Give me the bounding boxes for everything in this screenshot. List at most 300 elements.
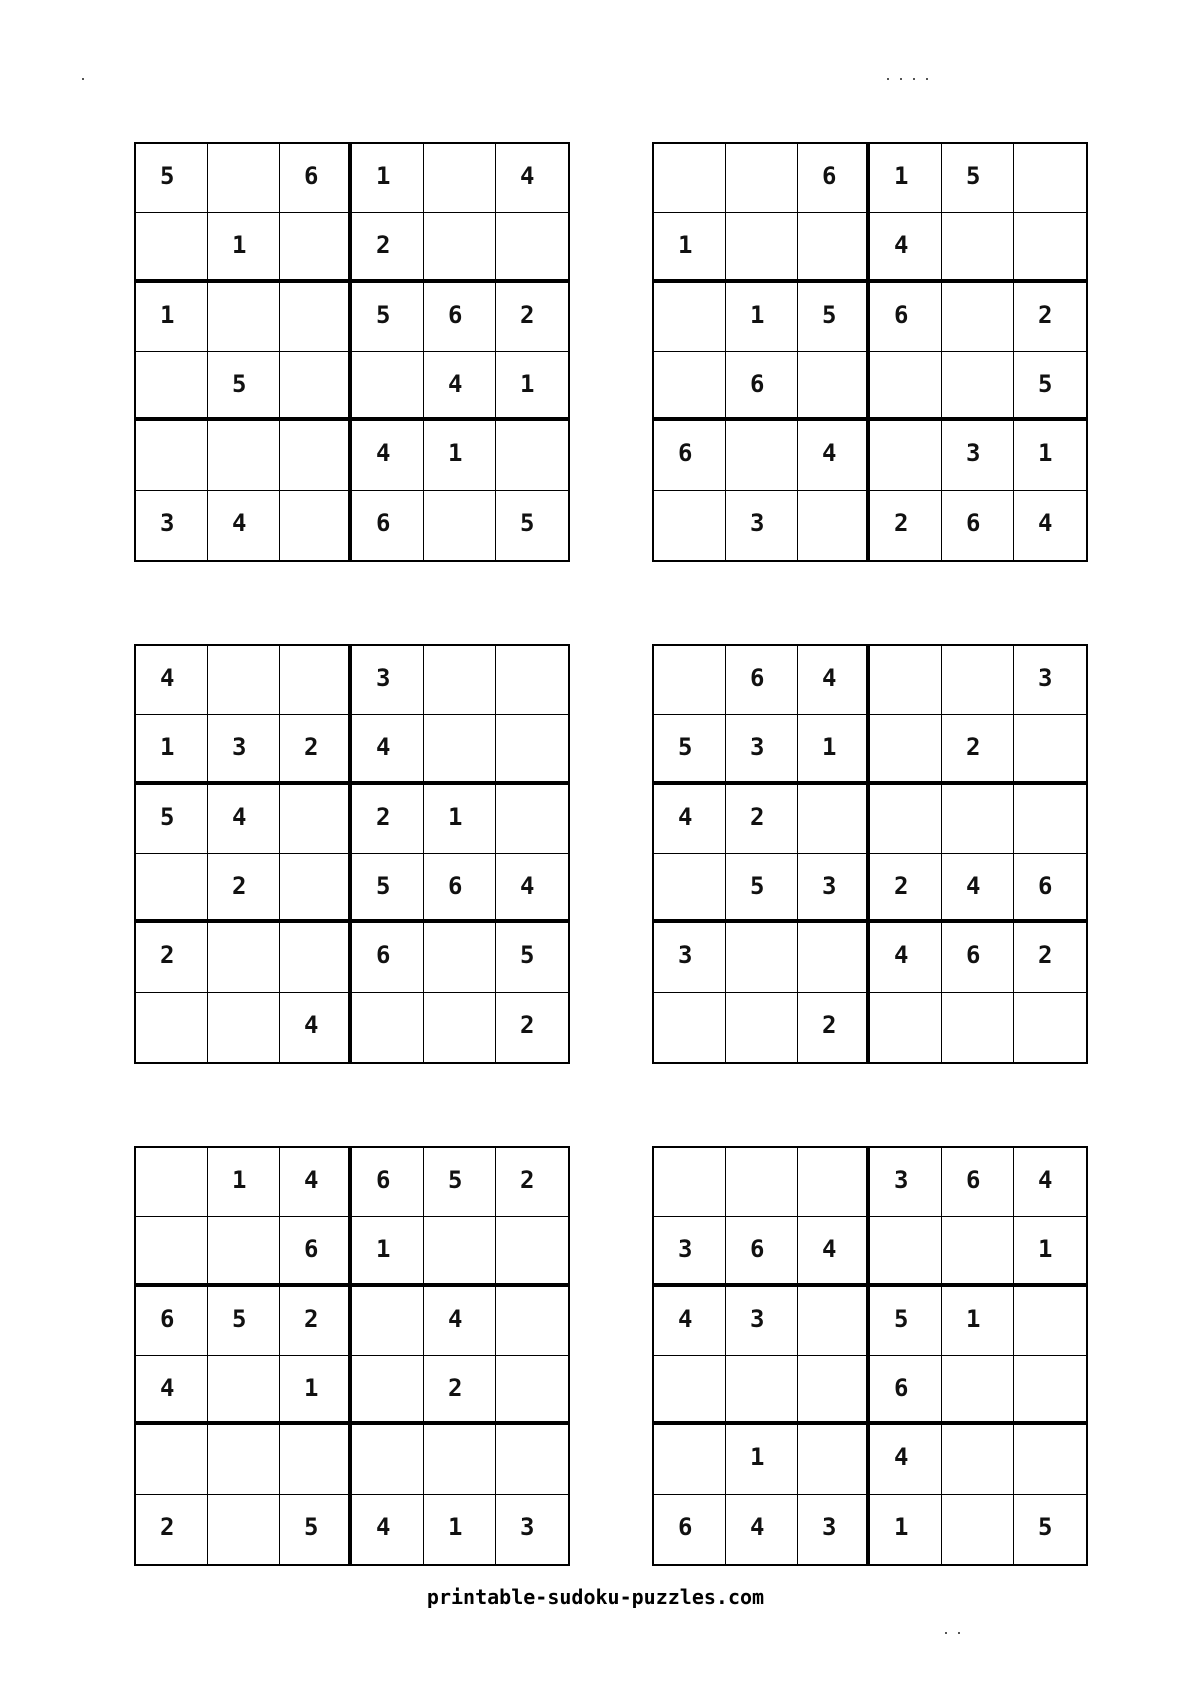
sudoku-cell: [496, 923, 568, 992]
sudoku-cell: [280, 283, 352, 352]
cell-digit: 1: [966, 1304, 981, 1333]
cell-digit: 5: [232, 370, 247, 398]
sudoku-cell: [352, 646, 424, 715]
cell-digit: 4: [232, 802, 247, 831]
sudoku-cell: [208, 213, 280, 282]
sudoku-cell: [496, 283, 568, 352]
sudoku-cell: [424, 491, 496, 560]
sudoku-cell: [136, 923, 208, 992]
cell-digit: 2: [376, 231, 391, 260]
sudoku-cell: [798, 923, 870, 992]
sudoku-cell: [208, 283, 280, 352]
sudoku-cell: [798, 283, 870, 352]
sudoku-cell: [424, 144, 496, 213]
sudoku-cell: [424, 993, 496, 1062]
sudoku-cell: [654, 993, 726, 1062]
cell-digit: 1: [822, 733, 837, 762]
sudoku-cell: [870, 854, 942, 923]
sudoku-cell: [136, 993, 208, 1062]
sudoku-cell: [208, 1425, 280, 1494]
cell-digit: 4: [822, 664, 837, 692]
sudoku-grid: [652, 142, 1088, 562]
cell-digit: 2: [822, 1010, 837, 1039]
sudoku-cell: [280, 1495, 352, 1564]
sudoku-cell: [798, 421, 870, 490]
cell-digit: 2: [304, 733, 319, 762]
sudoku-cell: [654, 1425, 726, 1494]
sudoku-cell: [654, 854, 726, 923]
cell-digit: 5: [520, 508, 535, 537]
sudoku-cell: [870, 1287, 942, 1356]
cell-digit: 5: [448, 1166, 463, 1194]
scan-dot: [958, 1632, 960, 1634]
sudoku-cell: [1014, 1495, 1086, 1564]
cell-digit: 3: [376, 664, 391, 692]
scan-dot: [926, 78, 928, 80]
cell-digit: 6: [966, 1166, 981, 1194]
sudoku-cell: [496, 1148, 568, 1217]
cell-digit: 6: [894, 300, 909, 329]
cell-digit: 6: [894, 1374, 909, 1402]
sudoku-cell: [870, 715, 942, 784]
sudoku-cell: [280, 854, 352, 923]
sudoku-cell: [654, 491, 726, 560]
cell-digit: 3: [822, 872, 837, 900]
cell-digit: 2: [1038, 941, 1053, 970]
sudoku-cell: [942, 715, 1014, 784]
sudoku-cell: [496, 646, 568, 715]
sudoku-cell: [654, 1356, 726, 1425]
cell-digit: 3: [966, 439, 981, 468]
cell-digit: 1: [232, 1166, 247, 1194]
sudoku-cell: [870, 923, 942, 992]
sudoku-cell: [496, 1217, 568, 1286]
cell-digit: 3: [678, 1235, 693, 1264]
cell-digit: 1: [160, 300, 175, 329]
sudoku-cell: [726, 1495, 798, 1564]
sudoku-cell: [942, 923, 1014, 992]
cell-digit: 4: [376, 1512, 391, 1541]
sudoku-grid: [134, 1146, 570, 1566]
sudoku-cell: [726, 785, 798, 854]
sudoku-cell: [798, 491, 870, 560]
cell-digit: 1: [448, 439, 463, 468]
sudoku-cell: [424, 923, 496, 992]
cell-digit: 6: [304, 162, 319, 190]
sudoku-cell: [726, 854, 798, 923]
sudoku-cell: [654, 923, 726, 992]
sudoku-cell: [942, 144, 1014, 213]
cell-digit: 1: [232, 231, 247, 260]
sudoku-cell: [798, 1217, 870, 1286]
sudoku-cell: [136, 1356, 208, 1425]
sudoku-cell: [208, 1287, 280, 1356]
sudoku-cell: [1014, 993, 1086, 1062]
cell-digit: 2: [520, 1166, 535, 1194]
cell-digit: 3: [232, 733, 247, 762]
sudoku-cell: [424, 213, 496, 282]
sudoku-cell: [870, 1425, 942, 1494]
sudoku-cell: [424, 1356, 496, 1425]
sudoku-cell: [280, 213, 352, 282]
sudoku-cell: [424, 1217, 496, 1286]
sudoku-cell: [496, 854, 568, 923]
sudoku-cell: [352, 1287, 424, 1356]
cell-digit: 4: [822, 1235, 837, 1264]
sudoku-cell: [798, 352, 870, 421]
sudoku-cell: [654, 1148, 726, 1217]
sudoku-cell: [870, 785, 942, 854]
sudoku-cell: [654, 352, 726, 421]
cell-digit: 6: [376, 941, 391, 970]
sudoku-cell: [136, 144, 208, 213]
sudoku-cell: [942, 854, 1014, 923]
cell-digit: 4: [678, 802, 693, 831]
cell-digit: 4: [894, 941, 909, 970]
cell-digit: 2: [520, 300, 535, 329]
sudoku-cell: [1014, 352, 1086, 421]
sudoku-cell: [870, 1495, 942, 1564]
sudoku-cell: [208, 144, 280, 213]
cell-digit: 2: [966, 733, 981, 762]
cell-digit: 2: [160, 1512, 175, 1541]
sudoku-cell: [870, 283, 942, 352]
sudoku-cell: [726, 923, 798, 992]
sudoku-cell: [726, 1287, 798, 1356]
cell-digit: 1: [750, 1443, 765, 1472]
sudoku-cell: [1014, 1217, 1086, 1286]
cell-digit: 3: [520, 1512, 535, 1541]
sudoku-cell: [496, 491, 568, 560]
sudoku-cell: [496, 715, 568, 784]
cell-digit: 4: [966, 872, 981, 900]
sudoku-cell: [496, 213, 568, 282]
sudoku-cell: [136, 854, 208, 923]
sudoku-cell: [1014, 854, 1086, 923]
cell-digit: 3: [750, 508, 765, 537]
cell-digit: 5: [376, 872, 391, 900]
sudoku-grid: [134, 142, 570, 562]
sudoku-cell: [726, 1148, 798, 1217]
sudoku-cell: [352, 993, 424, 1062]
sudoku-cell: [136, 213, 208, 282]
sudoku-cell: [798, 646, 870, 715]
sudoku-cell: [496, 1495, 568, 1564]
sudoku-cell: [870, 1356, 942, 1425]
scan-dot: [82, 78, 84, 80]
sudoku-cell: [870, 352, 942, 421]
sudoku-cell: [208, 1495, 280, 1564]
sudoku-cell: [280, 144, 352, 213]
cell-digit: 3: [1038, 664, 1053, 692]
cell-digit: 4: [1038, 1166, 1053, 1194]
cell-digit: 5: [304, 1512, 319, 1541]
cell-digit: 4: [376, 733, 391, 762]
sudoku-cell: [136, 646, 208, 715]
sudoku-cell: [424, 1148, 496, 1217]
sudoku-cell: [798, 1495, 870, 1564]
sudoku-cell: [726, 144, 798, 213]
cell-digit: 4: [678, 1304, 693, 1333]
cell-digit: 2: [1038, 300, 1053, 329]
cell-digit: 1: [376, 1235, 391, 1264]
cell-digit: 2: [232, 872, 247, 900]
sudoku-cell: [280, 993, 352, 1062]
sudoku-cell: [136, 1425, 208, 1494]
cell-digit: 5: [376, 300, 391, 329]
sudoku-cell: [1014, 421, 1086, 490]
sudoku-cell: [1014, 923, 1086, 992]
sudoku-cell: [208, 715, 280, 784]
cell-digit: 5: [160, 162, 175, 190]
cell-digit: 4: [160, 664, 175, 692]
cell-digit: 6: [678, 1512, 693, 1541]
cell-digit: 4: [304, 1166, 319, 1194]
sudoku-cell: [280, 1148, 352, 1217]
sudoku-cell: [942, 283, 1014, 352]
sudoku-cell: [496, 993, 568, 1062]
sudoku-cell: [136, 491, 208, 560]
sudoku-cell: [208, 785, 280, 854]
cell-digit: 2: [894, 508, 909, 537]
sudoku-cell: [1014, 491, 1086, 560]
cell-digit: 1: [750, 300, 765, 329]
cell-digit: 4: [894, 231, 909, 260]
cell-digit: 1: [448, 802, 463, 831]
sudoku-cell: [136, 283, 208, 352]
sudoku-grid: [652, 1146, 1088, 1566]
cell-digit: 6: [750, 370, 765, 398]
cell-digit: 5: [160, 802, 175, 831]
cell-digit: 5: [232, 1304, 247, 1333]
sudoku-cell: [208, 923, 280, 992]
sudoku-cell: [496, 144, 568, 213]
cell-digit: 4: [304, 1010, 319, 1039]
scan-dot: [887, 78, 889, 80]
sudoku-cell: [798, 1287, 870, 1356]
cell-digit: 4: [894, 1443, 909, 1472]
sudoku-cell: [942, 352, 1014, 421]
cell-digit: 6: [160, 1304, 175, 1333]
cell-digit: 5: [678, 733, 693, 762]
sudoku-cell: [654, 283, 726, 352]
sudoku-cell: [726, 1356, 798, 1425]
sudoku-cell: [208, 491, 280, 560]
sudoku-cell: [726, 715, 798, 784]
sudoku-cell: [136, 1287, 208, 1356]
sudoku-cell: [870, 491, 942, 560]
sudoku-cell: [1014, 213, 1086, 282]
sudoku-cell: [208, 352, 280, 421]
sudoku-cell: [424, 854, 496, 923]
cell-digit: 4: [822, 439, 837, 468]
cell-digit: 5: [822, 300, 837, 329]
sudoku-cell: [726, 421, 798, 490]
scan-dot: [913, 78, 915, 80]
cell-digit: 5: [520, 941, 535, 970]
sudoku-cell: [870, 421, 942, 490]
sudoku-cell: [726, 1217, 798, 1286]
sudoku-cell: [726, 491, 798, 560]
sudoku-cell: [280, 1356, 352, 1425]
cell-digit: 5: [894, 1304, 909, 1333]
cell-digit: 1: [376, 162, 391, 190]
sudoku-cell: [424, 785, 496, 854]
sudoku-cell: [1014, 144, 1086, 213]
scan-dot: [945, 1632, 947, 1634]
sudoku-cell: [654, 213, 726, 282]
sudoku-cell: [798, 1356, 870, 1425]
cell-digit: 1: [894, 1512, 909, 1541]
sudoku-cell: [496, 352, 568, 421]
sudoku-cell: [942, 785, 1014, 854]
sudoku-cell: [942, 646, 1014, 715]
cell-digit: 4: [448, 370, 463, 398]
cell-digit: 4: [160, 1374, 175, 1402]
cell-digit: 3: [678, 941, 693, 970]
sudoku-cell: [280, 1217, 352, 1286]
cell-digit: 4: [232, 508, 247, 537]
sudoku-cell: [136, 785, 208, 854]
sudoku-cell: [280, 491, 352, 560]
sudoku-cell: [208, 1217, 280, 1286]
sudoku-cell: [942, 1495, 1014, 1564]
sudoku-cell: [798, 213, 870, 282]
sudoku-cell: [208, 1356, 280, 1425]
cell-digit: 2: [520, 1010, 535, 1039]
cell-digit: 5: [1038, 370, 1053, 398]
sudoku-cell: [726, 1425, 798, 1494]
sudoku-cell: [798, 993, 870, 1062]
cell-digit: 6: [304, 1235, 319, 1264]
cell-digit: 5: [966, 162, 981, 190]
sudoku-cell: [424, 1495, 496, 1564]
cell-digit: 6: [678, 439, 693, 468]
sudoku-cell: [942, 993, 1014, 1062]
sudoku-cell: [424, 352, 496, 421]
cell-digit: 6: [966, 941, 981, 970]
sudoku-cell: [798, 144, 870, 213]
sudoku-cell: [280, 352, 352, 421]
sudoku-cell: [726, 352, 798, 421]
cell-digit: 6: [822, 162, 837, 190]
cell-digit: 3: [160, 508, 175, 537]
sudoku-puzzle-area: [134, 142, 1088, 1566]
sudoku-cell: [136, 1495, 208, 1564]
sudoku-cell: [352, 352, 424, 421]
sudoku-cell: [208, 854, 280, 923]
cell-digit: 2: [376, 802, 391, 831]
sudoku-cell: [1014, 283, 1086, 352]
sudoku-cell: [352, 491, 424, 560]
sudoku-cell: [280, 646, 352, 715]
sudoku-cell: [654, 785, 726, 854]
sudoku-cell: [654, 144, 726, 213]
sudoku-cell: [870, 144, 942, 213]
sudoku-cell: [280, 715, 352, 784]
site-footer: printable-sudoku-puzzles.com: [426, 1585, 765, 1609]
sudoku-cell: [280, 785, 352, 854]
sudoku-cell: [942, 1148, 1014, 1217]
sudoku-cell: [1014, 715, 1086, 784]
sudoku-cell: [942, 1356, 1014, 1425]
cell-digit: 1: [160, 733, 175, 762]
sudoku-cell: [726, 283, 798, 352]
sudoku-cell: [424, 283, 496, 352]
sudoku-cell: [136, 352, 208, 421]
sudoku-cell: [942, 1217, 1014, 1286]
sudoku-cell: [942, 1425, 1014, 1494]
sudoku-cell: [942, 1287, 1014, 1356]
sudoku-cell: [496, 1287, 568, 1356]
cell-digit: 6: [376, 1166, 391, 1194]
sudoku-cell: [1014, 1425, 1086, 1494]
sudoku-cell: [424, 421, 496, 490]
sudoku-cell: [280, 1425, 352, 1494]
cell-digit: 3: [750, 1304, 765, 1333]
sudoku-cell: [1014, 785, 1086, 854]
cell-digit: 2: [750, 802, 765, 831]
sudoku-cell: [726, 993, 798, 1062]
sudoku-cell: [654, 1217, 726, 1286]
sudoku-cell: [280, 923, 352, 992]
cell-digit: 6: [750, 664, 765, 692]
sudoku-cell: [1014, 1148, 1086, 1217]
sudoku-cell: [726, 646, 798, 715]
sudoku-cell: [1014, 1356, 1086, 1425]
cell-digit: 2: [894, 872, 909, 900]
cell-digit: 4: [448, 1304, 463, 1333]
sudoku-cell: [424, 715, 496, 784]
cell-digit: 1: [448, 1512, 463, 1541]
sudoku-cell: [352, 421, 424, 490]
sudoku-cell: [352, 1425, 424, 1494]
cell-digit: 4: [520, 162, 535, 190]
sudoku-cell: [798, 1425, 870, 1494]
cell-digit: 3: [894, 1166, 909, 1194]
sudoku-cell: [208, 421, 280, 490]
sudoku-cell: [1014, 646, 1086, 715]
sudoku-cell: [424, 1287, 496, 1356]
sudoku-cell: [352, 1495, 424, 1564]
cell-digit: 1: [520, 370, 535, 398]
cell-digit: 6: [750, 1235, 765, 1264]
cell-digit: 6: [448, 872, 463, 900]
sudoku-cell: [496, 785, 568, 854]
cell-digit: 1: [1038, 439, 1053, 468]
sudoku-cell: [280, 1287, 352, 1356]
sudoku-cell: [942, 421, 1014, 490]
sudoku-cell: [870, 213, 942, 282]
sudoku-cell: [208, 1148, 280, 1217]
cell-digit: 6: [1038, 872, 1053, 900]
sudoku-cell: [942, 491, 1014, 560]
sudoku-cell: [352, 785, 424, 854]
cell-digit: 2: [448, 1374, 463, 1402]
cell-digit: 3: [822, 1512, 837, 1541]
sudoku-cell: [208, 646, 280, 715]
sudoku-cell: [654, 421, 726, 490]
sudoku-cell: [496, 1425, 568, 1494]
sudoku-grid: [652, 644, 1088, 1064]
sudoku-cell: [208, 993, 280, 1062]
sudoku-cell: [870, 1148, 942, 1217]
sudoku-cell: [352, 213, 424, 282]
sudoku-cell: [352, 854, 424, 923]
sudoku-cell: [136, 1148, 208, 1217]
sudoku-cell: [352, 1148, 424, 1217]
sudoku-cell: [870, 646, 942, 715]
